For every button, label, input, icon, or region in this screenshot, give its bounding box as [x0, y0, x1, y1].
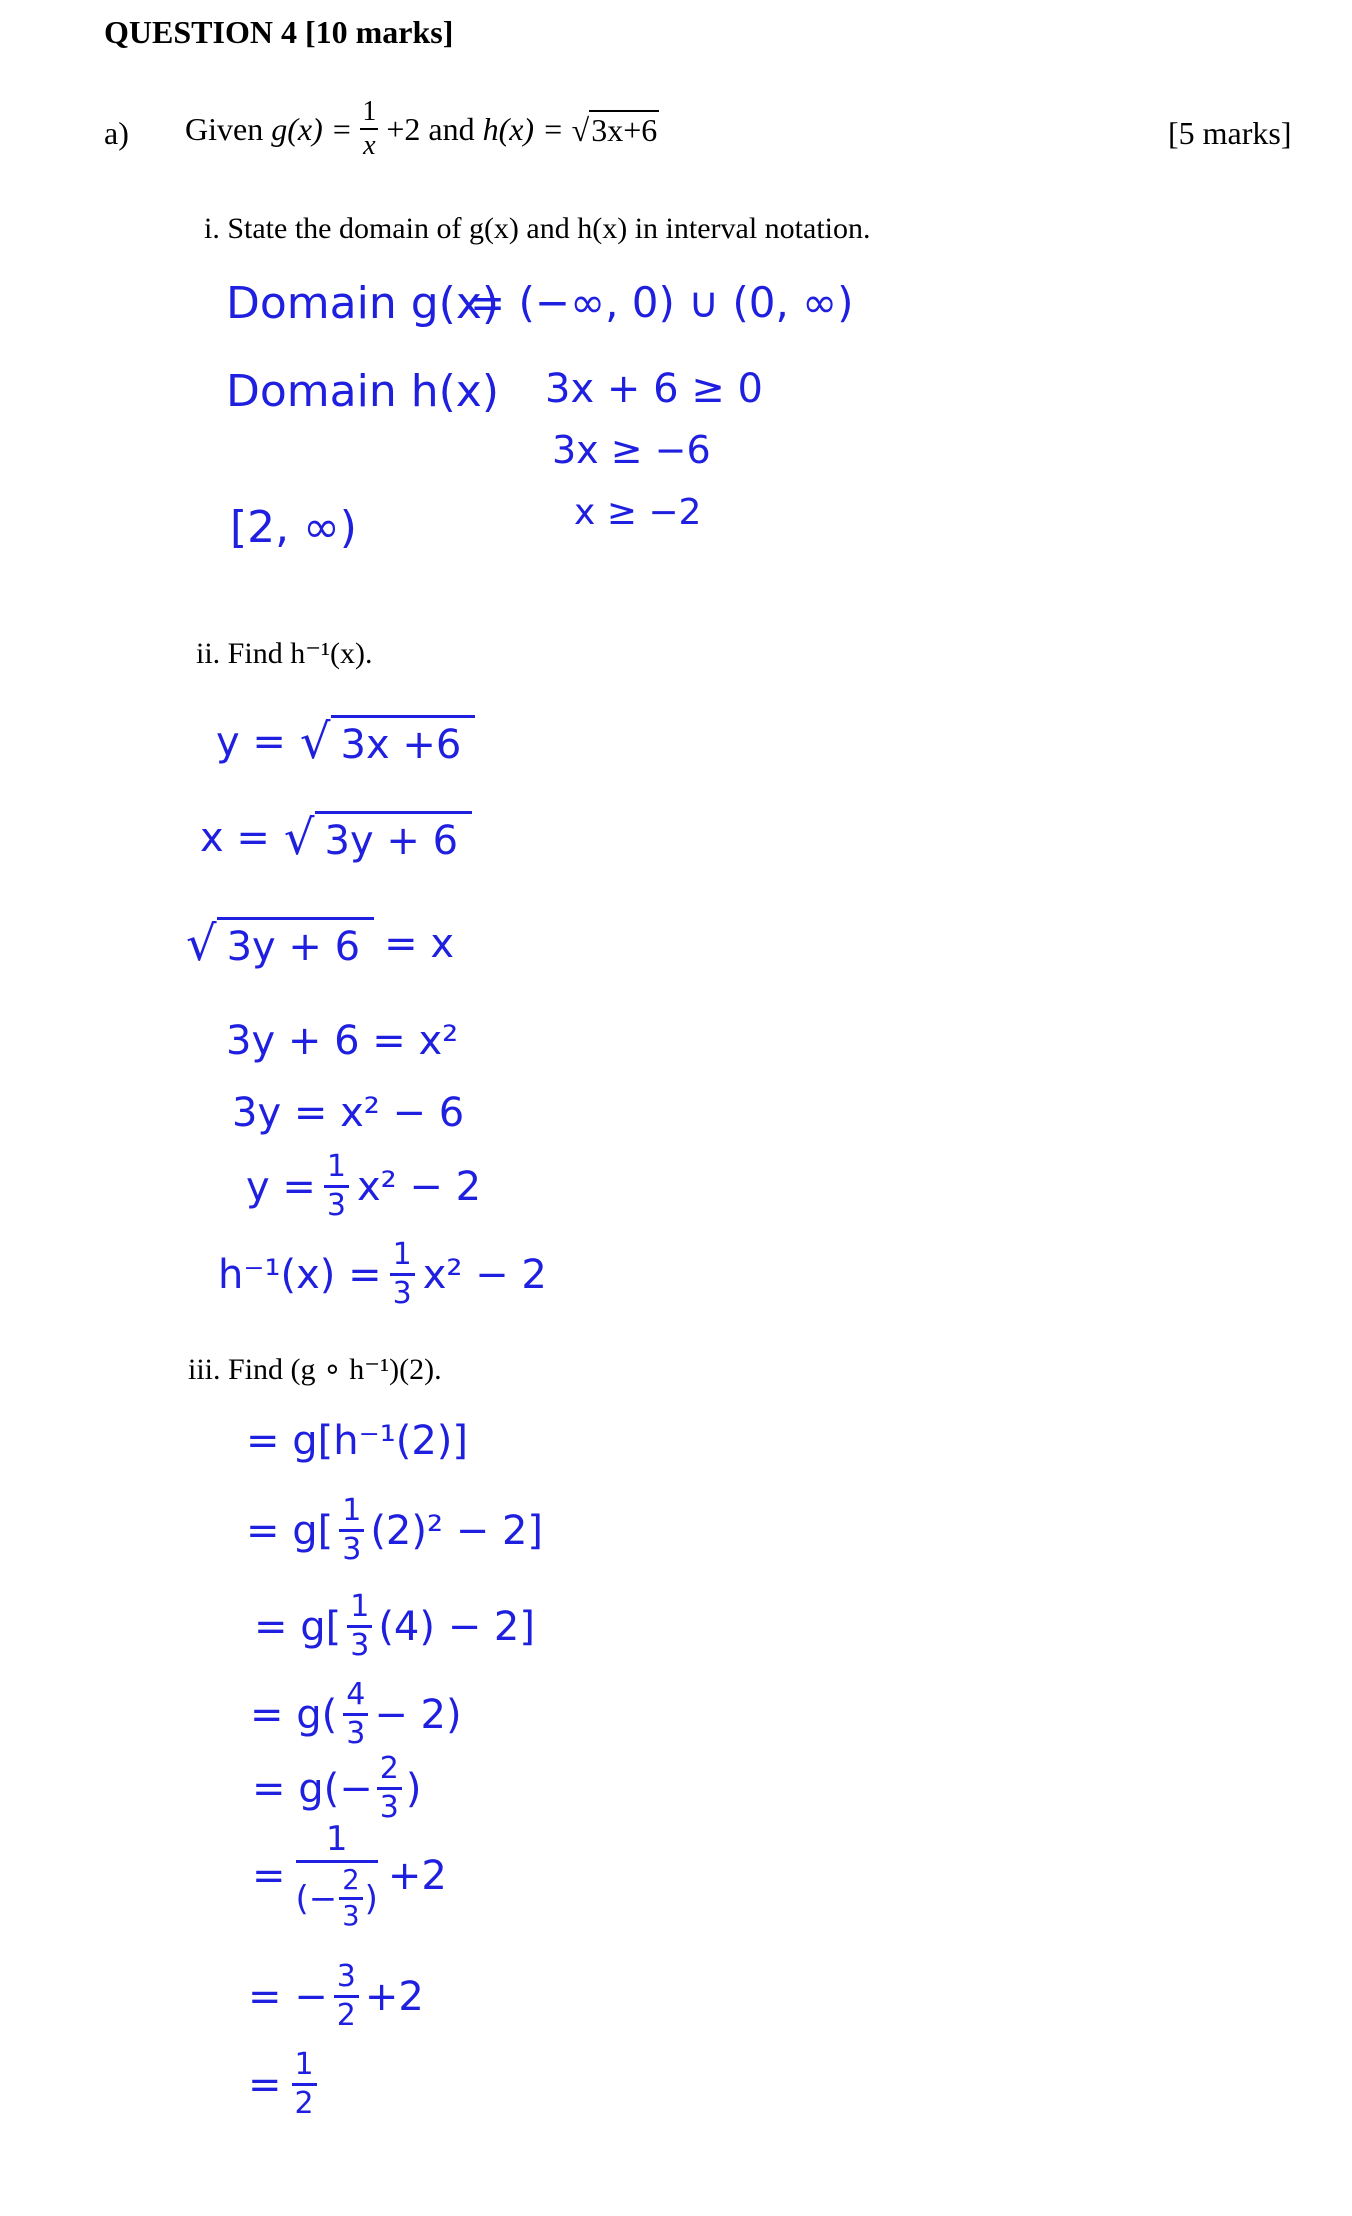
- step6-inner-denominator: 3: [342, 1901, 360, 1933]
- inverse-line-4: 3y + 6 = x²: [226, 1018, 459, 1064]
- step3-numerator: 1: [347, 1592, 372, 1628]
- line2-lhs: x =: [200, 815, 270, 861]
- inverse-line-6: [246, 1149, 482, 1223]
- composition-step-1: = g[h⁻¹(2)]: [246, 1418, 468, 1464]
- step5-denominator: 3: [379, 1790, 399, 1825]
- step6-denominator: [295, 1863, 378, 1933]
- step5-fraction: [377, 1751, 402, 1825]
- inverse-result: [218, 1237, 547, 1311]
- step6-den-post: ): [364, 1878, 378, 1919]
- step6-pre: =: [252, 1853, 286, 1900]
- line6-tail: x² − 2: [357, 1163, 482, 1210]
- domain-h-work-1: 3x + 6 ≥ 0: [545, 366, 763, 412]
- domain-g-answer: = (−∞, 0) ∪ (0, ∞): [470, 278, 854, 327]
- step6-fraction: [295, 1819, 378, 1933]
- step3-denominator: 3: [350, 1628, 370, 1663]
- and-word: and: [428, 110, 475, 147]
- part-i-prompt: i. State the domain of g(x) and h(x) in interval notation.: [204, 212, 871, 245]
- domain-h-work-2: 3x ≥ −6: [552, 428, 711, 472]
- h-radicand: 3x+6: [591, 111, 658, 148]
- step2-pre: = g[: [246, 1507, 334, 1554]
- g-fraction: [360, 98, 378, 160]
- inverse-line-5: 3y = x² − 6: [232, 1090, 465, 1136]
- step4-pre: = g(: [250, 1691, 338, 1738]
- part-ii-prompt: ii. Find h⁻¹(x).: [196, 637, 373, 670]
- step4-post: − 2): [374, 1691, 462, 1738]
- radical-sign: √: [571, 111, 590, 148]
- g-denominator: x: [363, 130, 376, 161]
- domain-h-label: Domain h(x): [226, 366, 499, 417]
- part-iii-prompt: iii. Find (g ∘ h⁻¹)(2).: [188, 1353, 442, 1386]
- line3-radicand: 3y + 6: [217, 917, 375, 970]
- question-heading: QUESTION 4 [10 marks]: [104, 14, 454, 50]
- step2-fraction: [339, 1493, 364, 1567]
- composition-step-3: [254, 1589, 535, 1663]
- composition-step-7: [248, 1959, 424, 2033]
- inverse-line-1: [216, 714, 475, 770]
- result-tail: x² − 2: [422, 1251, 547, 1298]
- inverse-line-2: [200, 810, 472, 866]
- composition-final: [248, 2047, 317, 2121]
- marks-label: [5 marks]: [1168, 115, 1292, 151]
- final-denominator: 2: [294, 2086, 314, 2121]
- given-prefix: Given: [185, 110, 264, 147]
- line6-fraction: [324, 1149, 349, 1223]
- step6-den-pre: (−: [295, 1878, 338, 1919]
- step2-numerator: 1: [339, 1496, 364, 1532]
- step4-numerator: 4: [343, 1680, 368, 1716]
- step4-denominator: 3: [346, 1716, 366, 1751]
- step7-denominator: 2: [336, 1998, 356, 2033]
- step7-post: +2: [364, 1973, 424, 2020]
- step6-post: +2: [387, 1853, 447, 1900]
- step3-pre: = g[: [254, 1603, 342, 1650]
- result-fraction: [390, 1237, 415, 1311]
- step4-fraction: [343, 1677, 368, 1751]
- line1-sqrt: [300, 714, 475, 770]
- step2-post: (2)² − 2]: [370, 1507, 544, 1554]
- line2-radicand: 3y + 6: [315, 811, 473, 864]
- domain-g-label: Domain g(x): [226, 278, 500, 329]
- g-lhs: g(x) =: [271, 110, 353, 147]
- inverse-line-3: [186, 916, 454, 972]
- h-sqrt: [572, 110, 660, 149]
- step6-inner-fraction: [339, 1865, 362, 1933]
- step5-post: ): [405, 1765, 422, 1812]
- result-lhs: h⁻¹(x) =: [218, 1251, 382, 1298]
- radical-sign: √: [186, 916, 217, 972]
- composition-step-5: [252, 1751, 422, 1825]
- line3-sqrt: [186, 916, 374, 972]
- step3-fraction: [347, 1589, 372, 1663]
- line6-lhs: y =: [246, 1163, 316, 1210]
- step6-numerator: 1: [296, 1822, 378, 1863]
- radical-sign: √: [299, 714, 331, 770]
- step3-post: (4) − 2]: [378, 1603, 535, 1650]
- final-numerator: 1: [292, 2050, 317, 2086]
- result-numerator: 1: [390, 1240, 415, 1276]
- radical-sign: √: [283, 810, 315, 866]
- composition-step-6: [252, 1819, 447, 1933]
- h-lhs: h(x) =: [482, 110, 564, 147]
- step5-pre: = g(−: [252, 1765, 373, 1812]
- line6-numerator: 1: [324, 1152, 349, 1188]
- line1-radicand: 3x +6: [331, 715, 476, 768]
- composition-step-2: [246, 1493, 544, 1567]
- step7-fraction: [334, 1959, 359, 2033]
- line6-denominator: 3: [326, 1188, 346, 1223]
- line2-sqrt: [284, 810, 472, 866]
- g-tail: +2: [386, 110, 421, 147]
- domain-h-answer: [2, ∞): [230, 502, 357, 553]
- step7-pre: = −: [248, 1973, 328, 2020]
- step6-inner-numerator: 2: [339, 1867, 362, 1900]
- given-expression: [185, 98, 659, 160]
- step5-numerator: 2: [377, 1754, 402, 1790]
- part-label: a): [104, 115, 129, 151]
- step2-denominator: 3: [342, 1532, 362, 1567]
- result-denominator: 3: [392, 1276, 412, 1311]
- domain-h-work-3: x ≥ −2: [574, 492, 702, 533]
- step7-numerator: 3: [334, 1962, 359, 1998]
- composition-step-4: [250, 1677, 462, 1751]
- final-fraction: [292, 2047, 317, 2121]
- g-numerator: 1: [360, 98, 378, 130]
- line1-lhs: y =: [216, 719, 286, 765]
- line3-rhs: = x: [384, 921, 455, 967]
- final-pre: =: [248, 2061, 282, 2108]
